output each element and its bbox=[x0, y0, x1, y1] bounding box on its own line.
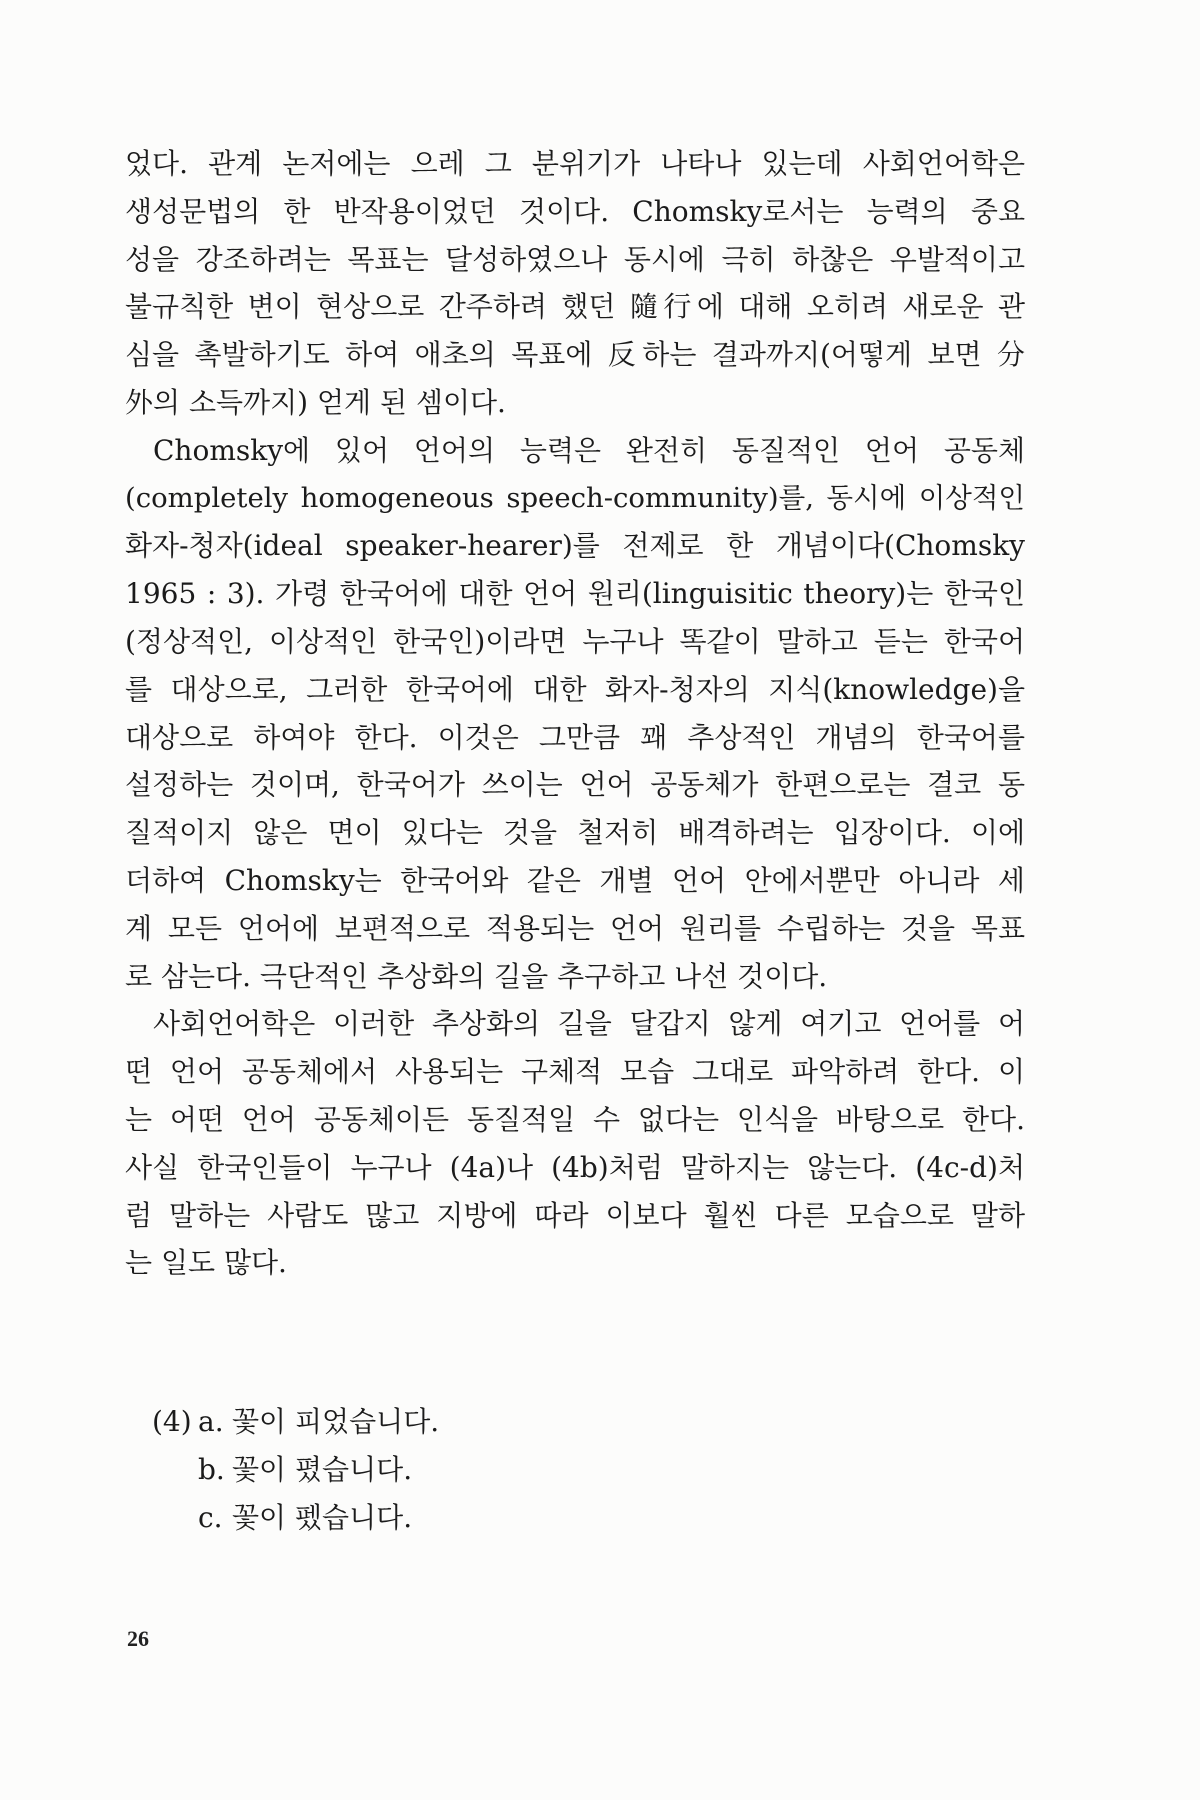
text-line: 화자-청자(ideal speaker-hearer)를 전제로 한 개념이다(Chomsky bbox=[125, 529, 1025, 563]
text-line: 질적이지 않은 면이 있다는 것을 철저히 배격하려는 입장이다. 이에 bbox=[125, 816, 1025, 850]
body-text bbox=[125, 140, 1025, 1287]
example-number: (4) bbox=[152, 1405, 192, 1438]
text-line: 설정하는 것이며, 한국어가 쓰이는 언어 공동체가 한편으로는 결코 동 bbox=[125, 768, 1025, 802]
text-line: 심을 촉발하기도 하여 애초의 목표에 反하는 결과까지(어떻게 보면 分 bbox=[125, 338, 1025, 372]
text-line: 더하여 Chomsky는 한국어와 같은 개별 언어 안에서뿐만 아니라 세 bbox=[125, 863, 1025, 897]
text-line: 떤 언어 공동체에서 사용되는 구체적 모습 그대로 파악하려 한다. 이 bbox=[125, 1055, 1025, 1089]
text-line: (정상적인, 이상적인 한국인)이라면 누구나 똑같이 말하고 듣는 한국어 bbox=[125, 624, 1025, 658]
text-line: (completely homogeneous speech-community)를, 동시에 이상적인 bbox=[125, 481, 1025, 514]
example-item bbox=[152, 1446, 752, 1494]
example-list bbox=[152, 1398, 752, 1542]
text-line: 었다. 관계 논저에는 으레 그 분위기가 나타나 있는데 사회언어학은 bbox=[125, 147, 1025, 180]
text-line: 사실 한국인들이 누구나 (4a)나 (4b)처럼 말하지는 않는다. (4c-d)처 bbox=[125, 1150, 1025, 1184]
paragraph-start-line: 사회언어학은 이러한 추상화의 길을 달갑지 않게 여기고 언어를 어 bbox=[153, 1007, 1025, 1041]
example-letter: c. bbox=[198, 1501, 223, 1534]
paragraph-start-line: Chomsky에 있어 언어의 능력은 완전히 동질적인 언어 공동체 bbox=[153, 433, 1025, 467]
text-line: 를 대상으로, 그러한 한국어에 대한 화자-청자의 지식(knowledge)을 bbox=[125, 672, 1025, 706]
text-line: 로 삼는다. 극단적인 추상화의 길을 추구하고 나선 것이다. bbox=[125, 959, 828, 993]
text-line: 대상으로 하여야 한다. 이것은 그만큼 꽤 추상적인 개념의 한국어를 bbox=[125, 720, 1025, 754]
example-text: 꽃이 폈습니다. bbox=[232, 1453, 413, 1486]
example-text: 꽃이 펬습니다. bbox=[232, 1501, 413, 1534]
text-line: 는 어떤 언어 공동체이든 동질적일 수 없다는 인식을 바탕으로 한다. bbox=[125, 1102, 1025, 1136]
text-line: 성을 강조하려는 목표는 달성하였으나 동시에 극히 하찮은 우발적이고 bbox=[125, 242, 1025, 276]
text-line: 럼 말하는 사람도 많고 지방에 따라 이보다 훨씬 다른 모습으로 말하 bbox=[125, 1198, 1025, 1232]
example-item bbox=[152, 1494, 752, 1542]
example-letter: a. bbox=[198, 1405, 224, 1438]
page-number: 26 bbox=[127, 1626, 149, 1651]
text-line: 는 일도 많다. bbox=[125, 1246, 287, 1280]
text-line: 1965 : 3). 가령 한국어에 대한 언어 원리(linguisitic theory)는 한국인 bbox=[125, 577, 1025, 611]
example-item bbox=[152, 1398, 752, 1446]
example-letter: b. bbox=[198, 1453, 225, 1486]
text-line: 생성문법의 한 반작용이었던 것이다. Chomsky로서는 능력의 중요 bbox=[125, 194, 1025, 228]
text-line: 계 모든 언어에 보편적으로 적용되는 언어 원리를 수립하는 것을 목표 bbox=[125, 911, 1025, 945]
text-line: 불규칙한 변이 현상으로 간주하려 했던 隨行에 대해 오히려 새로운 관 bbox=[125, 290, 1025, 324]
text-line: 外의 소득까지) 얻게 된 셈이다. bbox=[125, 385, 506, 419]
example-text: 꽃이 피었습니다. bbox=[232, 1405, 440, 1438]
